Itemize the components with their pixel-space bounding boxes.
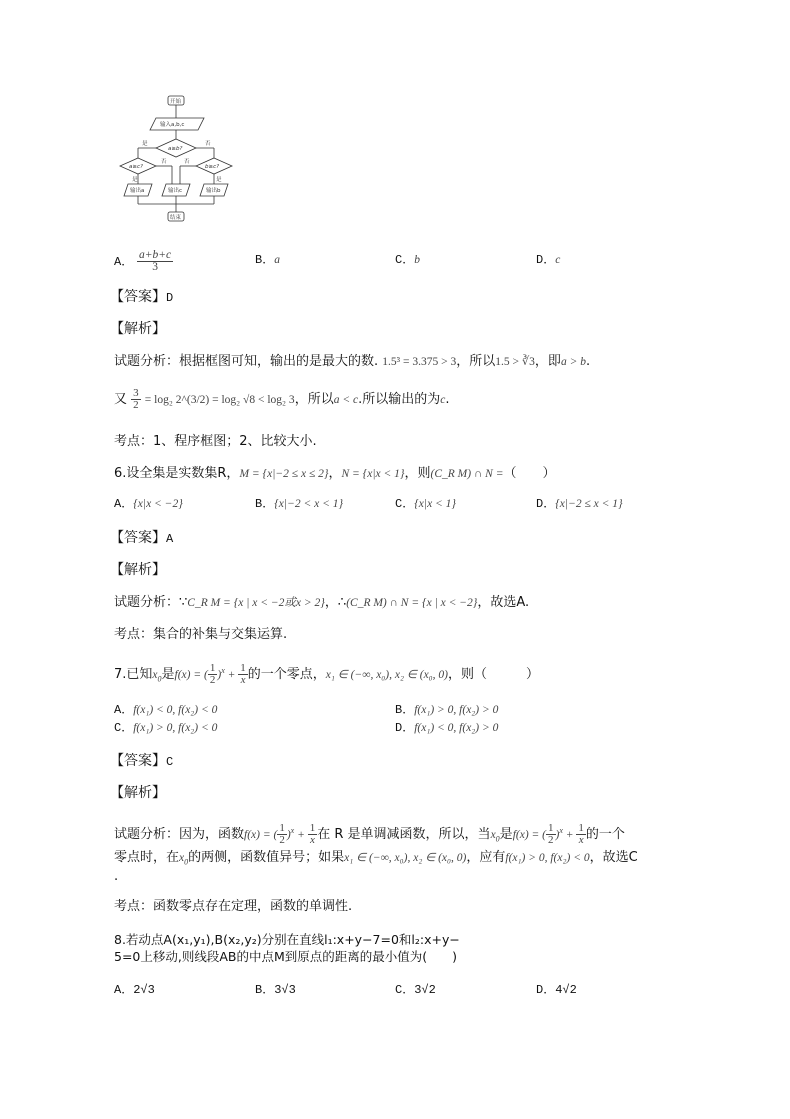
q5-analysis-tag: 【解析】	[110, 321, 166, 337]
math: (C_R M) ∩ N =	[430, 468, 504, 480]
fraction: $\frac{1}{x}$	[309, 821, 316, 846]
option-label: A．	[114, 703, 134, 717]
text: 的一个零点，	[247, 666, 326, 682]
q6-option-b	[255, 494, 343, 513]
text: 零点时，在	[114, 850, 180, 865]
answer-value: D	[166, 291, 174, 305]
q6-option-a	[114, 494, 183, 513]
q7-answer	[110, 752, 173, 771]
flow-cond-ac: a≥c?	[129, 164, 143, 170]
answer-tag: 【答案】	[110, 753, 166, 769]
text: ，则	[404, 466, 431, 481]
math: (C_R M) ∩ N = {x | x < −2}	[346, 597, 478, 609]
flow-no-1: 否	[205, 141, 211, 147]
math: = log₂ 2^(3/2) = log₂ √8 < log₂ 3	[144, 394, 295, 406]
q5-knowledge-point: 考点：1、程序框图；2、比较大小.	[114, 434, 317, 449]
text: 试题分析：因为，函数	[114, 826, 245, 842]
text: .所以输出的为	[358, 392, 441, 407]
q6-stem	[114, 465, 555, 483]
q8-option-c	[395, 980, 436, 999]
option-label: C．	[114, 721, 134, 735]
option-value: {x|x < 1}	[414, 498, 457, 510]
q5-option-d	[536, 250, 560, 269]
text: 又	[114, 392, 128, 407]
option-label: B．	[255, 983, 275, 997]
denominator: 3	[152, 261, 158, 273]
math: f(x₁) > 0, f(x₂) < 0	[505, 852, 590, 864]
option-value: c	[555, 254, 561, 266]
text: ，	[328, 466, 342, 481]
flow-cond-bc: b≥c?	[205, 164, 220, 170]
option-value: f(x₁) > 0, f(x₂) > 0	[414, 704, 499, 716]
option-label: D．	[395, 721, 415, 735]
option-label: D．	[536, 497, 556, 511]
q5-option-b	[255, 250, 280, 269]
fraction: $\frac{1}{x}$	[578, 821, 584, 846]
option-value: b	[414, 254, 420, 266]
option-label: C．	[395, 983, 415, 997]
math: a < c	[333, 394, 359, 406]
fraction: $\frac{1}{2}$	[279, 821, 285, 846]
q8-option-b	[255, 980, 296, 999]
text: ，所以	[456, 354, 496, 369]
option-value: 3√3	[274, 983, 296, 997]
q7-analysis-line2	[114, 849, 638, 871]
text: ，所以	[294, 392, 334, 407]
answer-tag: 【答案】	[110, 289, 166, 305]
flow-yes-1: 是	[142, 141, 148, 147]
math: M = {x|−2 ≤ x ≤ 2}	[239, 468, 329, 480]
text: 的一个	[585, 826, 625, 842]
text: ，故选C	[589, 850, 638, 865]
text: ，∴	[324, 595, 347, 610]
text: ，即	[534, 354, 561, 369]
math: 1.5³ = 3.375 > 3	[382, 356, 457, 368]
text: 试题分析：根据框图可知，输出的是最大的数.	[114, 354, 379, 369]
math: f(x) = (	[244, 828, 278, 841]
text: 在 R 是单调减函数，所以，当	[317, 826, 491, 842]
option-value: f(x₁) < 0, f(x₂) > 0	[414, 722, 499, 734]
answer-value: A	[166, 532, 174, 546]
math: f(x) = (	[512, 828, 546, 841]
q8-option-a	[114, 980, 155, 999]
math: C_R M = {x | x < −2或x > 2}	[187, 597, 325, 609]
text: 试题分析：∵	[114, 595, 188, 610]
q5-analysis-line1	[114, 353, 590, 371]
answer-blank: ，则（ ）	[448, 666, 540, 682]
option-label: C．	[395, 253, 415, 267]
option-value: 4√2	[555, 983, 577, 997]
q6-answer	[110, 529, 173, 548]
q6-knowledge-point: 考点：集合的补集与交集运算.	[114, 627, 288, 642]
flow-no-3: 否	[184, 159, 190, 165]
q7-option-b	[395, 700, 498, 719]
text: .	[445, 392, 450, 407]
fraction: $\frac{1}{x}$	[240, 661, 246, 686]
math: $x_0$	[179, 852, 189, 867]
math: )$^x$ +	[286, 826, 308, 841]
flow-output-b: 输出b	[206, 188, 221, 194]
text: ，应有	[466, 850, 506, 865]
math: a > b	[560, 356, 586, 368]
text: ，故选A.	[477, 595, 530, 610]
q7-analysis-line3: .	[114, 869, 119, 884]
option-value: {x|−2 < x < 1}	[274, 498, 344, 510]
option-label: B．	[255, 253, 275, 267]
q5-option-a	[114, 250, 173, 273]
q7-stem	[114, 662, 539, 688]
option-label: D．	[536, 983, 556, 997]
option-value: {x|x < −2}	[133, 498, 183, 510]
text: 是	[499, 826, 513, 842]
answer-blank: （ ）	[503, 466, 556, 481]
q8-option-d	[536, 980, 577, 999]
flow-output-c: 输出c	[168, 188, 183, 194]
program-flowchart	[114, 92, 254, 232]
option-value: a	[274, 254, 280, 266]
option-label: A．	[114, 255, 134, 269]
fraction: $\frac{1}{2}$	[548, 821, 554, 846]
q7-knowledge-point: 考点：函数零点存在定理，函数的单调性.	[114, 899, 353, 914]
math: c	[440, 394, 446, 406]
math: 1.5 > ∛3	[495, 356, 535, 368]
math: N = {x|x < 1}	[341, 468, 405, 480]
option-label: C．	[395, 497, 415, 511]
fraction: $\frac{1}{2}$	[209, 661, 216, 686]
flow-output-a: 输出a	[130, 188, 145, 194]
answer-tag: 【答案】	[110, 530, 166, 546]
math: f(x) = (	[174, 668, 208, 681]
math: )$^x$ +	[555, 826, 577, 841]
option-label: A．	[114, 983, 134, 997]
flow-start: 开始	[170, 99, 182, 105]
q7-option-d	[395, 718, 498, 737]
q7-option-c	[114, 718, 217, 737]
option-label: A．	[114, 497, 134, 511]
flow-cond-ab: a≥b?	[168, 146, 183, 152]
option-value: 2√3	[133, 983, 155, 997]
q7-analysis-line1	[114, 822, 625, 848]
flow-end: 结束	[170, 215, 182, 221]
fraction: $\frac{3}{2}$	[133, 387, 139, 411]
flow-yes-3: 是	[216, 177, 222, 183]
q6-option-d	[536, 494, 623, 513]
q5-analysis-line2	[114, 388, 449, 411]
flow-no-2: 否	[161, 159, 167, 165]
q8-stem-line1: 8.若动点A(x₁,y₁),B(x₂,y₂)分别在直线l₁:x+y−7=0和l₂:x+y−	[114, 932, 460, 947]
option-value: f(x₁) < 0, f(x₂) < 0	[133, 704, 218, 716]
q8-stem-line2: 5=0上移动,则线段AB的中点M到原点的距离的最小值为( )	[114, 949, 458, 964]
option-value: {x|−2 ≤ x < 1}	[555, 498, 623, 510]
option-value: 3√2	[414, 983, 436, 997]
math: x₁ ∈ (−∞, x₀), x₂ ∈ (x₀, 0)	[344, 852, 467, 864]
math: )$^x$ +	[217, 666, 239, 681]
q6-analysis-tag: 【解析】	[110, 562, 166, 578]
fraction	[137, 250, 173, 273]
numerator: a+b+c	[139, 249, 172, 261]
flow-yes-2: 是	[132, 177, 138, 183]
text: .	[585, 354, 591, 369]
q7-analysis-tag: 【解析】	[110, 785, 166, 801]
q5-option-c	[395, 250, 420, 269]
math: x₁ ∈ (−∞, x₀), x₂ ∈ (x₀, 0)	[325, 668, 449, 681]
math: $x_0$	[490, 828, 500, 844]
text: 是	[161, 666, 175, 682]
flow-input: 输入a,b,c	[160, 122, 185, 128]
option-label: B．	[255, 497, 275, 511]
text: 7.已知	[114, 666, 153, 682]
option-label: B．	[395, 703, 415, 717]
q7-option-a	[114, 700, 217, 719]
q6-analysis	[114, 594, 529, 612]
option-value: f(x₁) > 0, f(x₂) < 0	[133, 722, 218, 734]
q6-option-c	[395, 494, 456, 513]
option-label: D．	[536, 253, 556, 267]
math: $x_0$	[152, 668, 162, 684]
answer-value: C	[166, 755, 174, 769]
q5-answer	[110, 288, 173, 307]
text: 6.设全集是实数集R，	[114, 466, 240, 481]
text: 的两侧，函数值异号；如果	[188, 850, 345, 865]
